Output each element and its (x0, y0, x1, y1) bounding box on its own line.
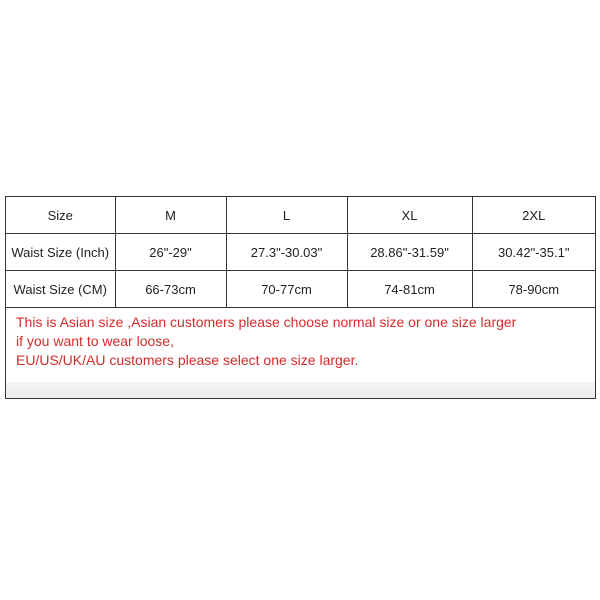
header-cell-2xl: 2XL (472, 197, 595, 234)
header-cell-size: Size (6, 197, 115, 234)
table-row-waist-cm (6, 271, 595, 308)
note-line: if you want to wear loose, (16, 333, 174, 349)
table-cell: 27.3"-30.03" (226, 234, 347, 271)
table-cell: 78-90cm (472, 271, 595, 308)
table-cell: 66-73cm (115, 271, 226, 308)
note-line: EU/US/UK/AU customers please select one size larger. (16, 352, 359, 368)
row-label: Waist Size (Inch) (6, 234, 115, 271)
table-cell: 30.42"-35.1" (472, 234, 595, 271)
table-cell: 26"-29" (115, 234, 226, 271)
table-cell: 28.86"-31.59" (347, 234, 472, 271)
size-chart (5, 196, 596, 399)
table-row-waist-inch (6, 234, 595, 271)
header-cell-xl: XL (347, 197, 472, 234)
size-table (6, 197, 595, 308)
header-cell-l: L (226, 197, 347, 234)
header-cell-m: M (115, 197, 226, 234)
note-line: This is Asian size ,Asian customers please choose normal size or one size larger (16, 314, 517, 330)
bottom-band (6, 382, 595, 398)
table-cell: 74-81cm (347, 271, 472, 308)
size-note (6, 311, 595, 370)
row-label: Waist Size (CM) (6, 271, 115, 308)
table-header-row (6, 197, 595, 234)
table-cell: 70-77cm (226, 271, 347, 308)
